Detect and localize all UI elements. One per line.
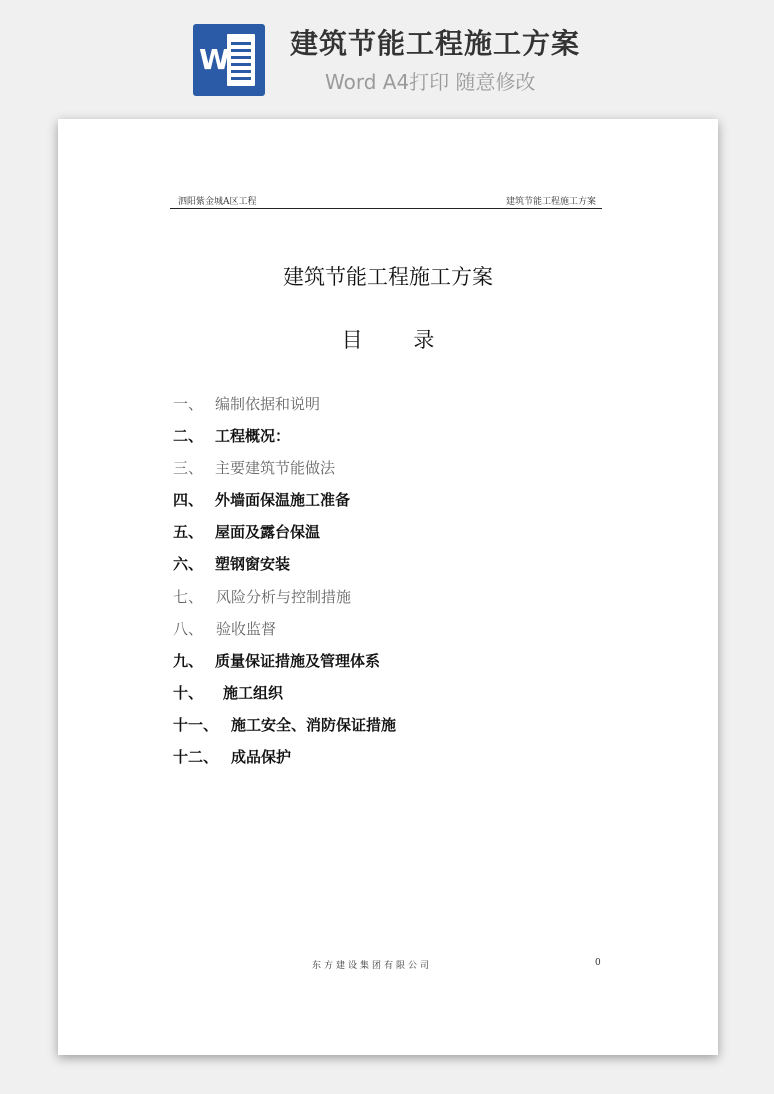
toc-item-number: 八、 [173, 620, 204, 638]
toc-item-number: 十、 [173, 684, 204, 702]
toc-item [173, 554, 290, 574]
toc-item-number: 十一、 [173, 716, 219, 734]
toc-item-text: 成品保护 [231, 748, 292, 766]
word-icon [193, 24, 265, 96]
toc-heading: 目 录 [341, 328, 435, 352]
toc-item-number: 五、 [173, 523, 204, 541]
toc-item-text: 工程概况： [215, 427, 291, 445]
banner [0, 0, 774, 110]
toc-item-text: 风险分析与控制措施 [216, 588, 352, 606]
toc-item [173, 394, 320, 414]
toc-item [173, 619, 276, 639]
toc-item-text: 塑钢窗安装 [215, 555, 291, 573]
toc-item-number: 六、 [173, 555, 204, 573]
header-right: 建筑节能工程施工方案 [505, 197, 596, 207]
toc-item-number: 一、 [173, 395, 204, 413]
toc-item [173, 426, 290, 446]
toc-item-number: 二、 [173, 427, 204, 445]
toc-item-text: 施工组织 [223, 684, 284, 702]
toc-item [173, 683, 283, 703]
toc-item [173, 458, 335, 478]
toc-item [173, 651, 380, 671]
banner-title: 建筑节能工程施工方案 [290, 27, 581, 60]
toc-item-text: 外墙面保温施工准备 [215, 491, 351, 509]
toc-item [173, 747, 291, 767]
toc-item-text: 屋面及露台保温 [215, 523, 321, 541]
footer-company: 东方建设集团有限公司 [312, 961, 433, 971]
toc-item [173, 522, 320, 542]
toc-item-text: 编制依据和说明 [215, 395, 321, 413]
toc-item [173, 587, 351, 607]
toc-item-number: 七、 [173, 588, 204, 606]
word-icon-letter: W [199, 43, 230, 76]
toc-item-text: 施工安全、消防保证措施 [231, 716, 397, 734]
header-rule [170, 208, 602, 209]
document-page [58, 119, 718, 1055]
toc-item-text: 质量保证措施及管理体系 [215, 652, 381, 670]
page-number: 0 [595, 958, 601, 968]
header-left: 泗阳紫金城A区工程 [178, 197, 257, 207]
document-title: 建筑节能工程施工方案 [283, 265, 493, 289]
toc-item-text: 验收监督 [216, 620, 277, 638]
toc-item-number: 十二、 [173, 748, 219, 766]
toc-item [173, 490, 350, 510]
toc-item [173, 715, 396, 735]
toc-item-number: 四、 [173, 491, 204, 509]
toc-item-number: 九、 [173, 652, 204, 670]
banner-subtitle: Word A4打印 随意修改 [325, 70, 536, 94]
toc-item-text: 主要建筑节能做法 [215, 459, 336, 477]
toc-item-number: 三、 [173, 459, 204, 477]
